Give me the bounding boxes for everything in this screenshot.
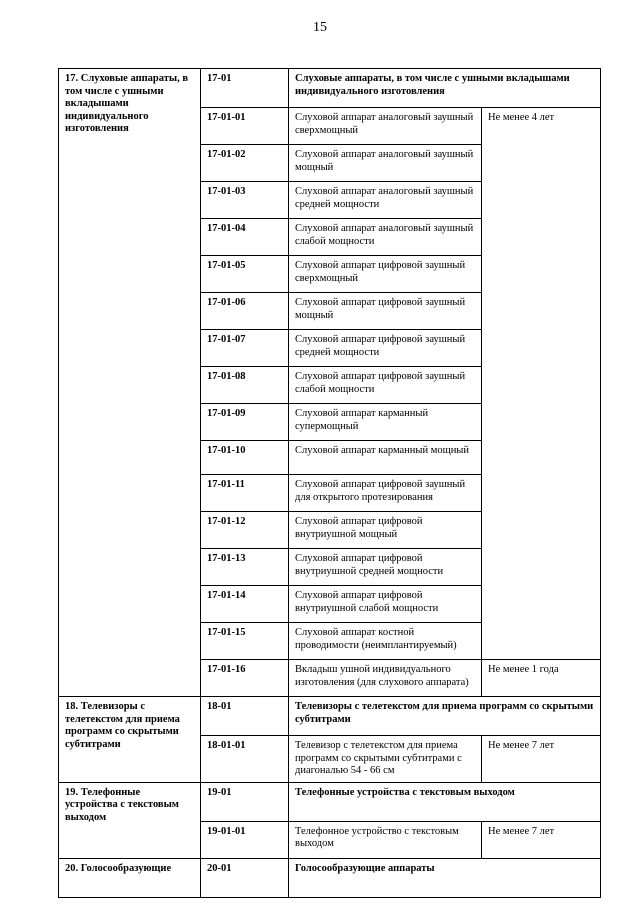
item-code-cell: 17-01-06 xyxy=(201,293,289,330)
usage-term-cell: Не менее 1 года xyxy=(482,660,601,697)
item-description-cell: Слуховой аппарат аналоговый заушный мощный xyxy=(289,145,482,182)
item-description-cell: Слуховой аппарат карманный супермощный xyxy=(289,404,482,441)
category-cell: 18. Телевизоры с телетекстом для приема программ со скрытыми субтитрами xyxy=(59,697,201,783)
item-description-cell: Слуховой аппарат аналоговый заушный слабой мощности xyxy=(289,219,482,256)
item-description-cell: Слуховой аппарат цифровой заушный средней мощности xyxy=(289,330,482,367)
item-code-cell: 17-01-10 xyxy=(201,441,289,475)
item-code-cell: 17-01-14 xyxy=(201,586,289,623)
group-code-cell: 19-01 xyxy=(201,782,289,821)
group-title-cell: Телевизоры с телетекстом для приема программ со скрытыми субтитрами xyxy=(289,697,601,736)
item-code-cell: 17-01-02 xyxy=(201,145,289,182)
group-code-cell: 17-01 xyxy=(201,69,289,108)
category-cell: 19. Телефонные устройства с текстовым выходом xyxy=(59,782,201,858)
item-code-cell: 17-01-13 xyxy=(201,549,289,586)
item-code-cell: 19-01-01 xyxy=(201,821,289,858)
item-description-cell: Слуховой аппарат аналоговый заушный сверхмощный xyxy=(289,108,482,145)
item-description-cell: Слуховой аппарат костной проводимости (неимплантируемый) xyxy=(289,623,482,660)
item-description-cell: Слуховой аппарат карманный мощный xyxy=(289,441,482,475)
table-body xyxy=(59,69,601,898)
item-description-cell: Слуховой аппарат цифровой заушный слабой мощности xyxy=(289,367,482,404)
rehab-means-table xyxy=(58,68,601,898)
item-code-cell: 17-01-15 xyxy=(201,623,289,660)
group-code-cell: 20-01 xyxy=(201,858,289,897)
item-description-cell: Слуховой аппарат цифровой заушный для открытого протезирования xyxy=(289,475,482,512)
group-title-cell: Слуховые аппараты, в том числе с ушными вкладышами индивидуального изготовления xyxy=(289,69,601,108)
item-code-cell: 18-01-01 xyxy=(201,736,289,783)
group-header-row xyxy=(59,69,601,108)
item-code-cell: 17-01-16 xyxy=(201,660,289,697)
item-code-cell: 17-01-11 xyxy=(201,475,289,512)
category-cell: 17. Слуховые аппараты, в том числе с ушными вкладышами индивидуального изготовления xyxy=(59,69,201,697)
item-code-cell: 17-01-08 xyxy=(201,367,289,404)
item-code-cell: 17-01-01 xyxy=(201,108,289,145)
item-description-cell: Слуховой аппарат цифровой заушный мощный xyxy=(289,293,482,330)
usage-term-cell: Не менее 7 лет xyxy=(482,821,601,858)
item-description-cell: Слуховой аппарат цифровой внутриушной средней мощности xyxy=(289,549,482,586)
item-code-cell: 17-01-07 xyxy=(201,330,289,367)
group-code-cell: 18-01 xyxy=(201,697,289,736)
item-code-cell: 17-01-05 xyxy=(201,256,289,293)
item-code-cell: 17-01-04 xyxy=(201,219,289,256)
item-description-cell: Телевизор с телетекстом для приема программ со скрытыми субтитрами с диагональю 54 - 66 см xyxy=(289,736,482,783)
item-description-cell: Вкладыш ушной индивидуального изготовления (для слухового аппарата) xyxy=(289,660,482,697)
usage-term-cell: Не менее 7 лет xyxy=(482,736,601,783)
item-description-cell: Слуховой аппарат цифровой заушный сверхмощный xyxy=(289,256,482,293)
group-header-row xyxy=(59,782,601,821)
item-description-cell: Слуховой аппарат аналоговый заушный средней мощности xyxy=(289,182,482,219)
category-cell: 20. Голосообразующие xyxy=(59,858,201,897)
page-number: 15 xyxy=(313,20,327,35)
group-title-cell: Телефонные устройства с текстовым выходом xyxy=(289,782,601,821)
item-code-cell: 17-01-09 xyxy=(201,404,289,441)
usage-term-cell: Не менее 4 лет xyxy=(482,108,601,660)
item-description-cell: Слуховой аппарат цифровой внутриушной слабой мощности xyxy=(289,586,482,623)
group-header-row xyxy=(59,697,601,736)
item-description-cell: Слуховой аппарат цифровой внутриушной мощный xyxy=(289,512,482,549)
item-code-cell: 17-01-12 xyxy=(201,512,289,549)
group-title-cell: Голосообразующие аппараты xyxy=(289,858,601,897)
item-code-cell: 17-01-03 xyxy=(201,182,289,219)
item-description-cell: Телефонное устройство с текстовым выходом xyxy=(289,821,482,858)
group-header-row xyxy=(59,858,601,897)
